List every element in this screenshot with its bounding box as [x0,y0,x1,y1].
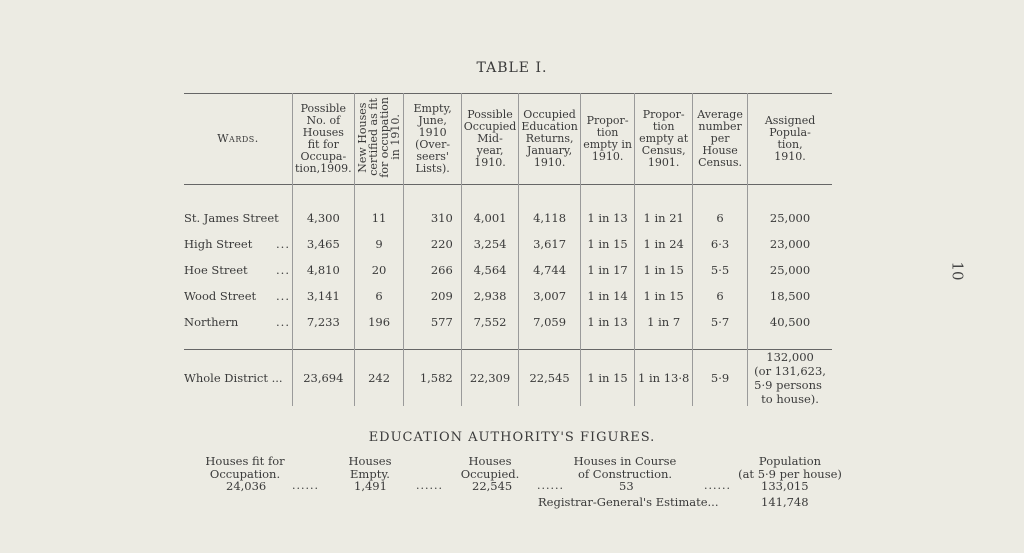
cell-possible: 3,141 [293,283,355,309]
cell-assigned: 25,000 [748,185,832,232]
cell-average: 5·7 [693,309,748,335]
cell-assigned: 18,500 [748,283,832,309]
table-row [184,283,832,309]
table-row [184,231,832,257]
ward-name: Wood Street ... [184,289,290,303]
header-proportion-1910: Propor- tion empty in 1910. [580,94,634,185]
ward-name: St. James Street [184,211,279,225]
cell-proportion-1910: 1 in 13 [580,309,634,335]
education-title: EDUCATION AUTHORITY'S FIGURES. [368,430,656,445]
header-empty: Empty, June, 1910 (Over- seers' Lists). [404,94,461,185]
cell-proportion-1910: 1 in 17 [580,257,634,283]
cell-possible: 3,465 [293,231,355,257]
cell-occupied-education: 4,118 [519,185,581,232]
header-occupied-education: Occupied Education Returns, January, 1910. [519,94,581,185]
cell-possible: 7,233 [293,309,355,335]
cell-occupied-education: 3,617 [519,231,581,257]
cell-possible: 4,810 [293,257,355,283]
cell-assigned: 132,000 (or 131,623, 5·9 persons to house). [748,350,832,407]
cell-proportion-census: 1 in 15 [635,283,693,309]
cell-new: 11 [354,185,404,232]
cell-new: 242 [354,350,404,407]
cell-empty: 209 [404,283,461,309]
edu-label-fit: Houses fit for Occupation. [205,454,285,481]
header-proportion-census: Propor- tion empty at Census, 1901. [635,94,693,185]
edu-leader: ...... [416,479,443,492]
header-average: Average number per House Census. [693,94,748,185]
cell-possible-occupied: 3,254 [461,231,519,257]
edu-value-empty: 1,491 [354,479,387,493]
cell-proportion-1910: 1 in 15 [580,231,634,257]
cell-occupied-education: 4,744 [519,257,581,283]
header-possible-houses: Possible No. of Houses fit for Occupa- tion,1909. [293,94,355,185]
cell-assigned: 40,500 [748,309,832,335]
cell-empty: 266 [404,257,461,283]
cell-average: 5·9 [693,350,748,407]
cell-possible-occupied: 2,938 [461,283,519,309]
registrar-label: Registrar-General's Estimate... [538,495,719,509]
cell-average: 5·5 [693,257,748,283]
edu-value-occupied: 22,545 [472,479,513,493]
cell-empty: 577 [404,309,461,335]
cell-average: 6 [693,283,748,309]
edu-value-construction: 53 [619,479,634,493]
ward-housing-table [184,93,832,406]
edu-label-occupied: Houses Occupied. [460,454,520,481]
cell-new: 196 [354,309,404,335]
table-row [184,185,832,232]
cell-empty: 310 [404,185,461,232]
row-spacer [184,335,832,350]
cell-empty: 1,582 [404,350,461,407]
cell-assigned: 23,000 [748,231,832,257]
edu-leader: ...... [537,479,564,492]
ward-name: Hoe Street ... [184,263,290,277]
cell-occupied-education: 22,545 [519,350,581,407]
ward-name: Northern ... [184,315,290,329]
cell-empty: 220 [404,231,461,257]
header-new-houses: New Houses certified as fit for occupation in 1910. [354,94,404,185]
cell-proportion-census: 1 in 24 [635,231,693,257]
cell-possible-occupied: 22,309 [461,350,519,407]
cell-possible: 23,694 [293,350,355,407]
cell-proportion-census: 1 in 7 [635,309,693,335]
edu-value-fit: 24,036 [226,479,267,493]
table-row [184,309,832,335]
cell-new: 9 [354,231,404,257]
cell-proportion-census: 1 in 21 [635,185,693,232]
cell-assigned: 25,000 [748,257,832,283]
edu-label-construction: Houses in Course of Construction. [573,454,677,481]
ward-name: Whole District ... [184,350,293,407]
header-assigned: Assigned Popula- tion, 1910. [748,94,832,185]
table-row [184,257,832,283]
cell-average: 6·3 [693,231,748,257]
cell-proportion-1910: 1 in 15 [580,350,634,407]
cell-proportion-census: 1 in 15 [635,257,693,283]
total-row [184,350,832,407]
cell-average: 6 [693,185,748,232]
cell-possible-occupied: 4,001 [461,185,519,232]
edu-label-empty: Houses Empty. [348,454,392,481]
header-row [184,94,832,185]
edu-leader: ...... [292,479,319,492]
cell-possible-occupied: 7,552 [461,309,519,335]
edu-label-population: Population (at 5·9 per house) [738,454,842,481]
ward-name: High Street ... [184,237,290,251]
table-title: TABLE I. [476,60,548,76]
header-wards: Wards. [217,132,259,145]
cell-proportion-1910: 1 in 13 [580,185,634,232]
edu-leader: ...... [704,479,731,492]
cell-occupied-education: 3,007 [519,283,581,309]
cell-proportion-census: 1 in 13·8 [635,350,693,407]
cell-possible: 4,300 [293,185,355,232]
cell-new: 20 [354,257,404,283]
page-number: 10 [948,261,967,281]
header-possible-occupied: Possible Occupied Mid- year, 1910. [461,94,519,185]
edu-value-population: 133,015 [761,479,809,493]
cell-new: 6 [354,283,404,309]
cell-possible-occupied: 4,564 [461,257,519,283]
cell-proportion-1910: 1 in 14 [580,283,634,309]
registrar-value: 141,748 [761,495,809,509]
cell-occupied-education: 7,059 [519,309,581,335]
